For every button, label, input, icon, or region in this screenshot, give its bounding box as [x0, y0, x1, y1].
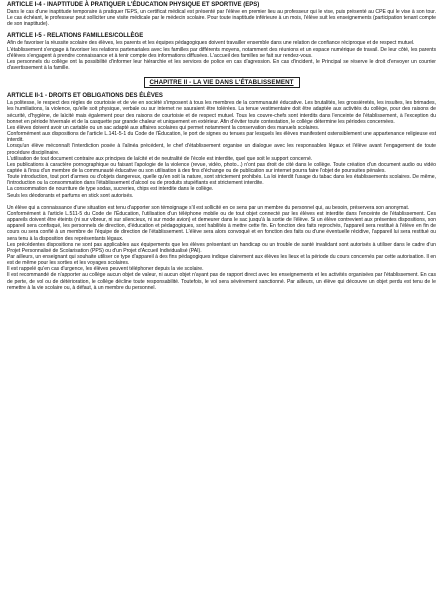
article-i5-paragraph: Afin de favoriser la réussite scolaire des élèves, les parents et les équipes pédagogiques doivent travailler ensemble dans une relation de confiance réciproque et de respect mutuel. [7, 40, 415, 47]
chapter-title: LA VIE DANS L'ÉTABLISSEMENT [193, 79, 294, 87]
article-ii1-paragraph: Il est recommandé de n'apporter au collège aucun objet de valeur, ni aucun objet n'ayant pas de rapport direct avec les enseignements et les activités organisées par l'établissement. En cas de perte, de vol ou de détérioration, le collège décline toute responsabilité. Toutefois, le vol sera sévèrement sanctionné. Par ailleurs, un élève qui découvre un objet perdu est tenu de le remettre à la vie scolaire ou, à défaut, à un membre du personnel. [7, 272, 436, 291]
article-ii1-paragraph: Les élèves doivent avoir un cartable ou un sac adapté aux affaires scolaires qui permet notamment la conservation des manuels scolaires. [7, 124, 320, 131]
article-ii1-paragraph: Il est rappelé qu'en cas d'urgence, les élèves peuvent téléphoner depuis la vie scolaire. [7, 266, 204, 273]
article-ii1-section [7, 93, 436, 291]
chapter-heading [144, 77, 300, 88]
article-i4-title: ARTICLE I-4 - INAPTITUDE À PRATIQUER L'ÉDUCATION PHYSIQUE ET SPORTIVE (EPS) [7, 2, 260, 8]
article-ii1-paragraph: Les précédentes dispositions ne sont pas applicables aux équipements que les élèves présentant un handicap ou un trouble de santé invalidant sont autorisés à utiliser dans le cadre d'un Projet Personnalisé de Scolarisation (PPS) ou d'un Projet d'Accueil Individualisé (PAI). [7, 241, 436, 254]
article-ii1-paragraph: Un élève qui a connaissance d'une situation est tenu d'apporter son témoignage s'il est sollicité en ce sens par un membre du personnel qui, au besoin, préservera son anonymat. [7, 204, 410, 211]
article-ii1-title: ARTICLE II-1 - DROITS ET OBLIGATIONS DES ÉLÈVES [7, 93, 163, 100]
article-ii1-paragraph: Conformément aux dispositions de l'article L.141-5-1 du Code de l'Éducation, le port de signes ou tenues par lesquels les élèves manifestent ostensiblement une appartenance religieuse est interdit. [7, 131, 436, 144]
article-i5-paragraph: L'établissement s'engage à favoriser les relations partenariales avec les familles par différents moyens, notamment des réunions et un espace numérique de travail. De leur côté, les parents d'élèves s'engagent à prendre connaissance et à tenir compte des informations diffusées. L'accueil des familles se fait sur rendez-vous. [7, 46, 436, 59]
article-ii1-paragraph: L'utilisation de tout document contraire aux principes de laïcité et de neutralité de l'école est interdite, quel que soit le support concerné. [7, 155, 313, 162]
article-ii1-paragraph: La consommation de nourriture de type sodas, sucreries, chips est interdite dans le collège. [7, 186, 214, 193]
article-ii1-paragraph: Lorsqu'un élève méconnaît l'interdiction posée à l'alinéa précédent, le chef d'établissement organise un dialogue avec les responsables légaux et l'élève avant l'engagement de toute procédure disciplinaire. [7, 143, 436, 156]
article-ii1-paragraph: Seuls les déodorants et parfums en stick sont autorisés. [7, 192, 134, 199]
chapter-prefix: CHAPITRE II - [149, 79, 194, 87]
article-ii1-paragraph: Toute introduction, tout port d'armes ou d'objets dangereux, quelle qu'en soit la nature, sont strictement prohibés. La loi interdit l'usage du tabac dans les établissements scolaires. De même, l'introduction ou la consommation dans l'établissement d'alcool ou de produits stupéfiants est strictement interdite. [7, 174, 436, 187]
article-ii1-paragraph: Conformément à l'article L.511-5 du Code de l'Éducation, l'utilisation d'un téléphone mobile ou de tout objet connecté par les élèves est interdite dans l'enceinte de l'établissement. Ces appareils doivent être éteints (ni sur vibreur, ni sur silencieux, ni sur mode avion) et demeurer dans le sac jusqu'à la sortie de l'élève. Si un élève contrevient aux présentes dispositions, son appareil sera confisqué, les personnels de direction, d'éducation et pédagogiques, sont habilités à mettre cette fin. En fonction des faits reprochés, l'appareil sera restitué à l'élève en fin de cours ou sera confié à un membre de l'équipe de direction de l'établissement. L'élève sera alors convoqué et en fonction des faits ou d'une éventuelle récidive, l'appareil lui sera restitué ou sera tenu à la disposition des représentants légaux. [7, 210, 436, 242]
article-i4-section [7, 2, 436, 27]
article-ii1-paragraph: Les publications à caractère pornographique ou faisant l'apologie de la violence (revue, vidéo, photo...) n'ont pas droit de cité dans le collège. Toute création d'un document audio ou vidéo captée à l'insu d'un membre de la communauté éducative ou son utilisation à des fins d'échange ou de publication sur internet pourra faire l'objet de poursuites pénales. [7, 161, 436, 174]
article-i4-paragraph: Dans le cas d'une inaptitude temporaire à pratiquer l'EPS, un certificat médical est présenté par l'élève en premier lieu au professeur qui le vise, puis présenté au CPE qui le vise à son tour. Le cas échéant, le professeur peut solliciter une visite médicale par le médecin scolaire. Pour toute inaptitude inférieure à un mois, l'élève suit les enseignements (participation tenant compte de son inaptitude). [7, 9, 436, 28]
article-i5-paragraph: Les personnels du collège ont la possibilité d'informer leur hiérarchie et les services de police en cas d'agression. En cas d'incident, le Principal se réserve le droit d'envoyer un courrier d'avertissement à la famille. [7, 58, 436, 72]
article-ii1-paragraph: Par ailleurs, un enseignant qui souhaite utiliser ce type d'appareil à des fins pédagogiques indique clairement aux élèves les lieux et la période du cours concernés par cette autorisation. Il en est de même pour les sorties et les voyages scolaires. [7, 254, 436, 267]
article-i5-section [7, 33, 436, 71]
article-ii1-paragraph: La politesse, le respect des règles de courtoisie et de vie en société s'imposent à tous les membres de la communauté éducative. Les brutalités, les grossièretés, les insultes, les brimades, les humiliations, la violence, qu'elle soit physique, verbale ou sur internet ne sauraient être tolérées. La tenue vestimentaire doit être adaptée aux activités du collège, pour des raisons de sécurité, d'hygiène, de laïcité mais également pour des raisons de courtoisie et de respect mutuel. Tous les couvre-chefs sont interdits dans l'enceinte de l'établissement, à l'exception du bonnet en période hivernale et de la casquette par grande chaleur et uniquement en extérieur. Afin d'éviter toute contestation, le collège détermine les périodes concernées. [7, 100, 436, 125]
article-i5-title: ARTICLE I-5 - RELATIONS FAMILLES/COLLÈGE [7, 33, 144, 40]
